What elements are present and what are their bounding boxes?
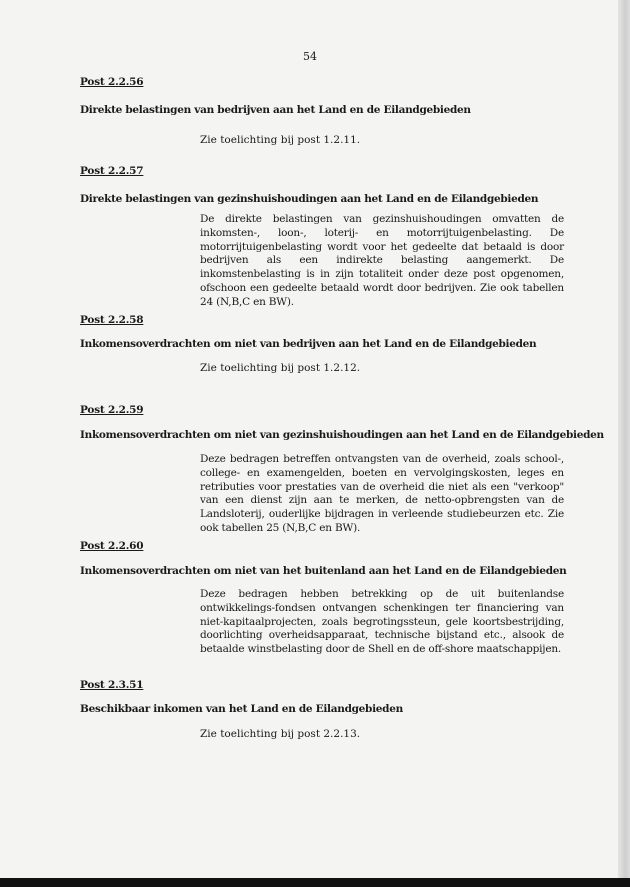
scan-bottom-border bbox=[0, 878, 630, 887]
section-heading: Beschikbaar inkomen van het Land en de Eilandgebieden bbox=[80, 703, 403, 715]
post-number: Post 2.3.51 bbox=[80, 679, 144, 691]
section-text: Deze bedragen betreffen ontvangsten van de overheid, zoals school-, college- en examengelden, boeten en vervolgingskosten, leges en retributies voor prestaties van de overheid die niet als een "verkoop" van een dienst zijn aan te merken, de netto-opbrengsten van de Landsloterij, ouderlijke bijdragen in verleende studiebeurzen etc. Zie ook tabellen 25 (N,B,C en BW). bbox=[200, 453, 564, 534]
section-text: De direkte belastingen van gezinshuishoudingen omvatten de inkomsten-, loon-, loterij- en motorrijtuigenbelasting. De motorrijtuigenbelasting wordt voor het gedeelte dat betaald is door bedrijven als een indirekte belasting aangemerkt. De inkomstenbelasting is in zijn totaliteit onder deze post opgenomen, ofschoon een gedeelte betaald wordt door bedrijven. Zie ook tabellen 24 (N,B,C en BW). bbox=[200, 213, 564, 308]
section-heading: Direkte belastingen van bedrijven aan het Land en de Eilandgebieden bbox=[80, 104, 471, 116]
page-edge-shadow bbox=[618, 0, 630, 887]
section-heading: Inkomensoverdrachten om niet van gezinshuishoudingen aan het Land en de Eilandgebieden bbox=[80, 429, 604, 441]
section-text: Deze bedragen hebben betrekking op de uit buitenlandse ontwikkelings-fondsen ontvangen schenkingen ter financiering van niet-kapitaalprojecten, zoals begrotingssteun, gele koortsbestrijding, doorlichting overheidsapparaat, technische bijstand etc., alsook de betaalde winstbelasting door de Shell en de off-shore maatschappijen. bbox=[200, 588, 564, 656]
post-number: Post 2.2.58 bbox=[80, 314, 144, 326]
post-number: Post 2.2.57 bbox=[80, 165, 144, 177]
post-number: Post 2.2.60 bbox=[80, 540, 144, 552]
post-number: Post 2.2.56 bbox=[80, 76, 144, 88]
page-number: 54 bbox=[303, 50, 317, 63]
section-heading: Direkte belastingen van gezinshuishoudingen aan het Land en de Eilandgebieden bbox=[80, 193, 539, 205]
section-text: Zie toelichting bij post 1.2.12. bbox=[200, 362, 361, 374]
section-text: Zie toelichting bij post 2.2.13. bbox=[200, 728, 361, 740]
post-number: Post 2.2.59 bbox=[80, 404, 144, 416]
section-heading: Inkomensoverdrachten om niet van bedrijven aan het Land en de Eilandgebieden bbox=[80, 338, 537, 350]
section-heading: Inkomensoverdrachten om niet van het buitenland aan het Land en de Eilandgebieden bbox=[80, 565, 567, 577]
section-text: Zie toelichting bij post 1.2.11. bbox=[200, 134, 361, 146]
